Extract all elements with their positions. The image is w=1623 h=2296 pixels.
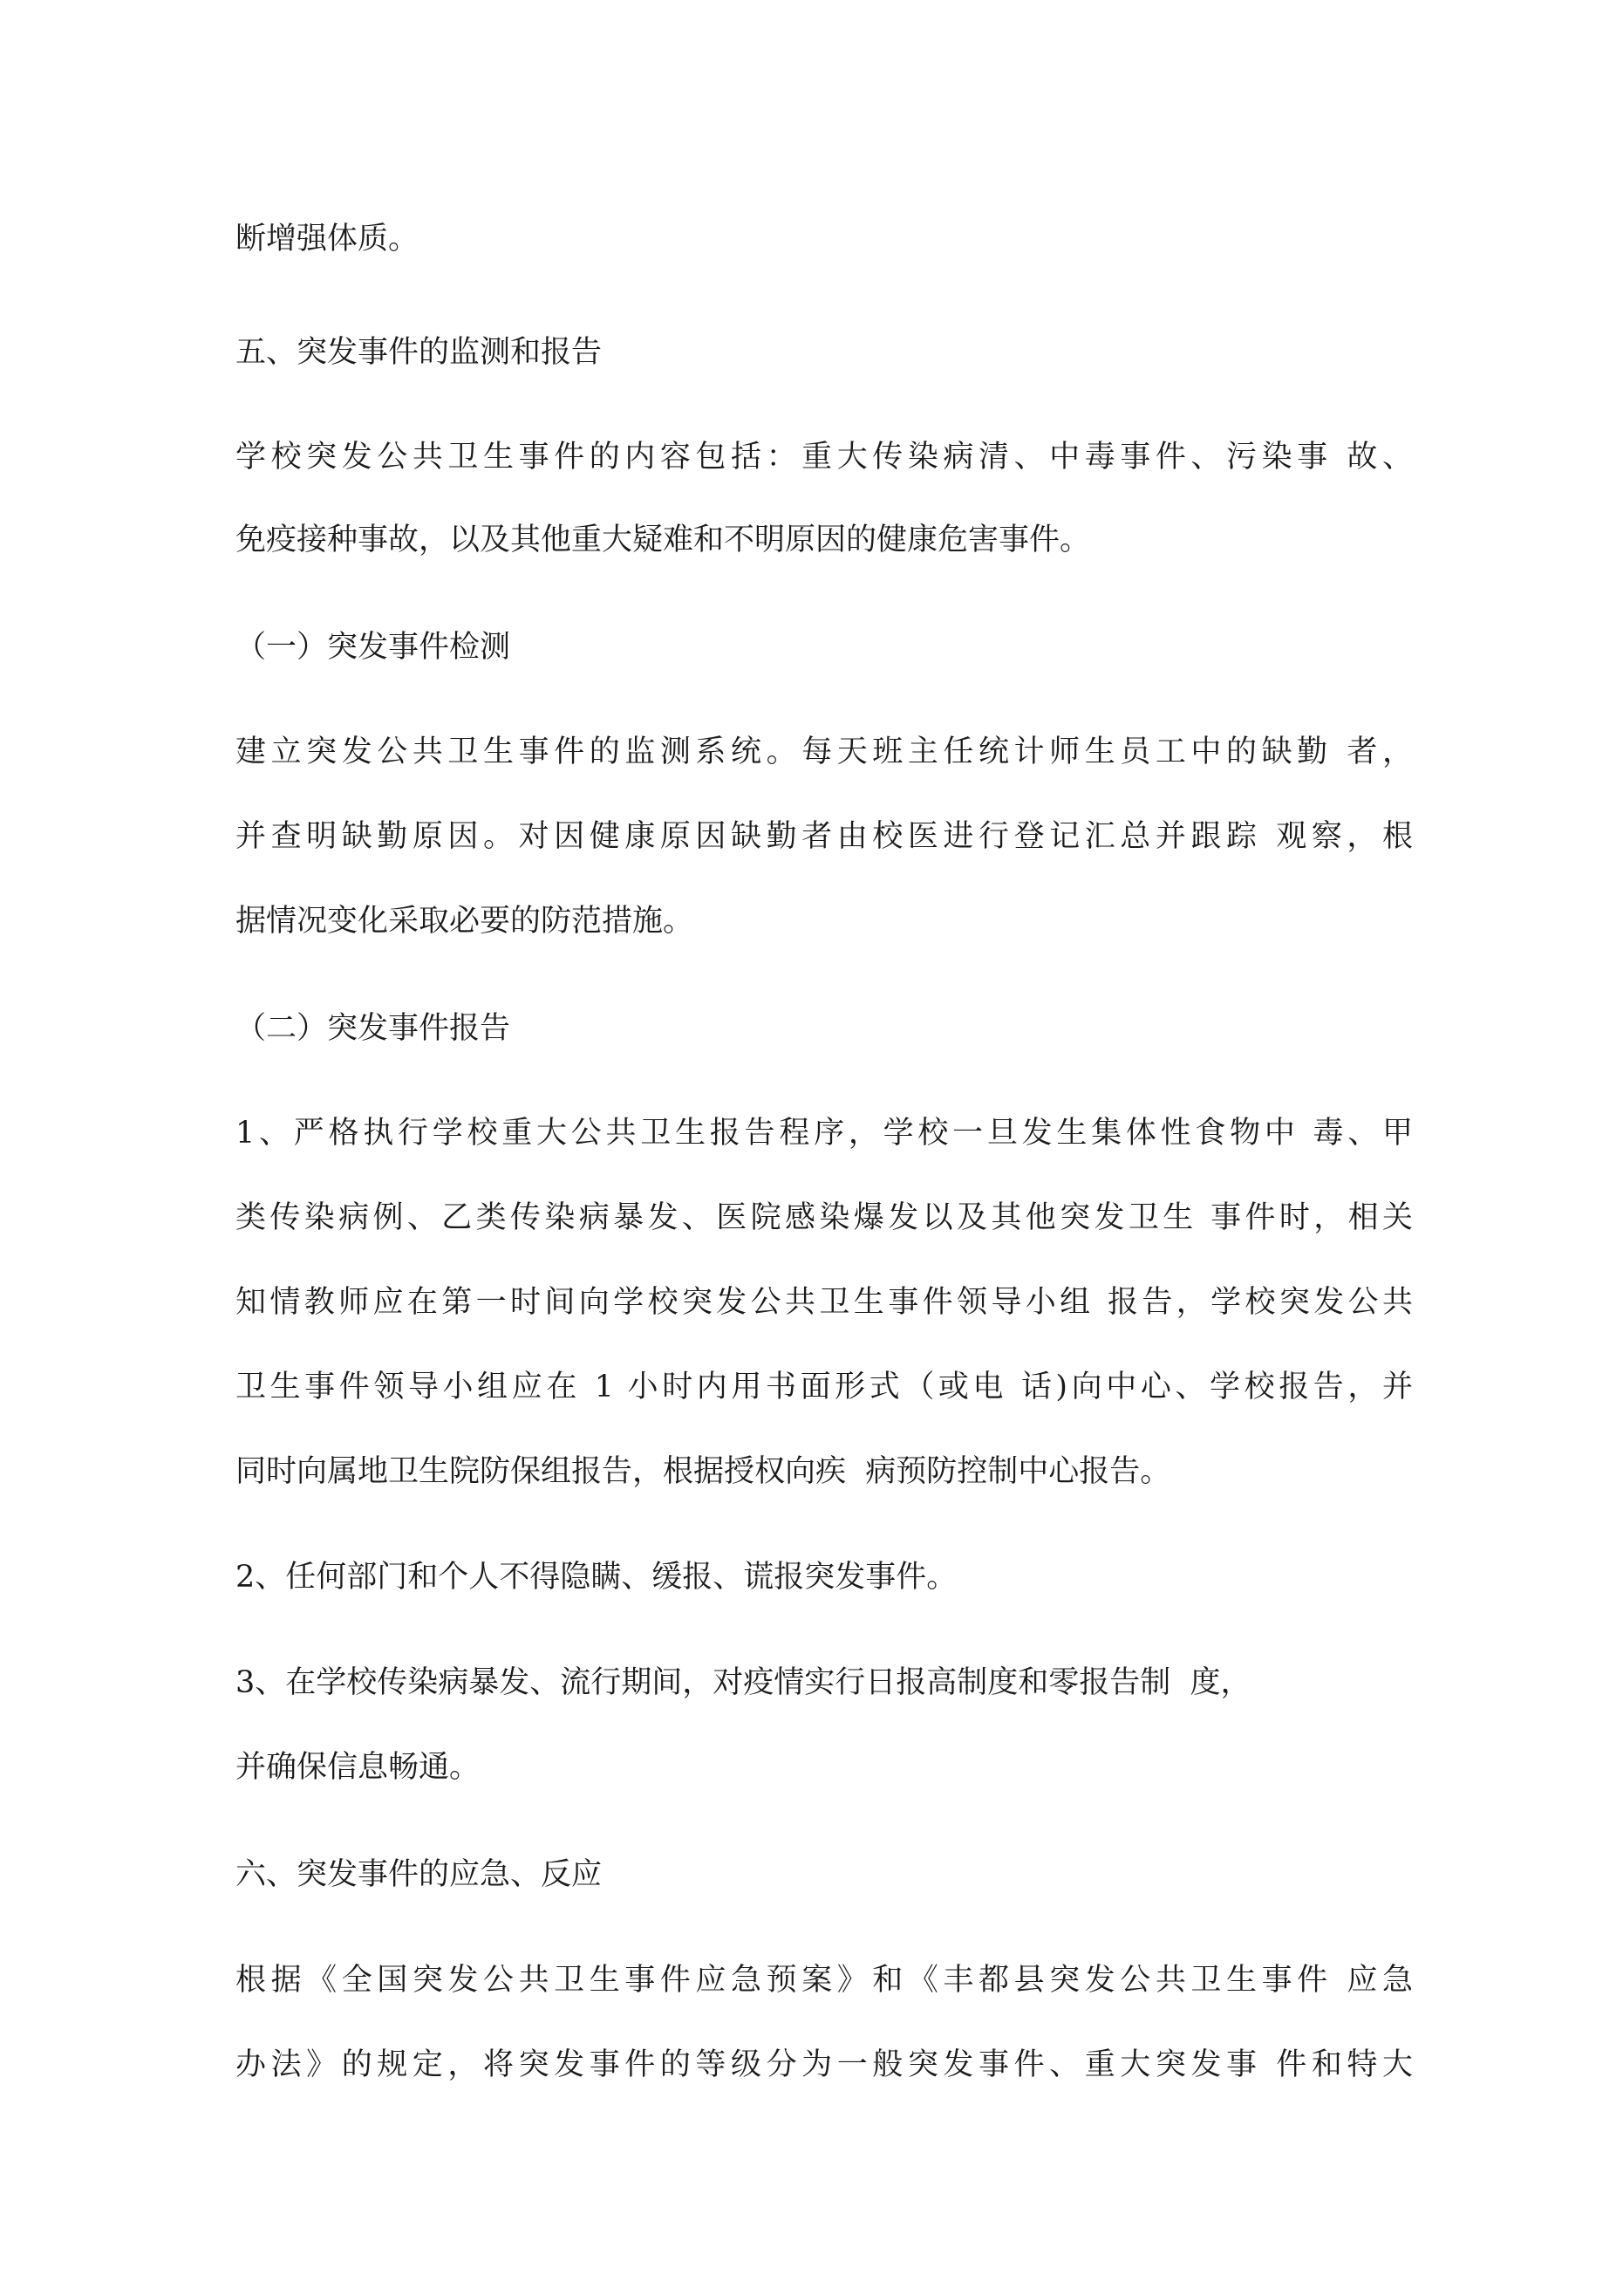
text-line: 并查明缺勤原因。对因健康原因缺勤者由校医进行登记汇总并跟踪 观察，根 [235, 819, 1413, 854]
text-line: 知情教师应在第一时间向学校突发公共卫生事件领导小组 报告，学校突发公共 [235, 1285, 1413, 1320]
subsection-heading: （一）突发事件检测 [235, 630, 511, 665]
text-line: 免疫接种事故，以及其他重大疑难和不明原因的健康危害事件。 [235, 523, 1091, 557]
text-line: 并确保信息畅通。 [235, 1750, 481, 1785]
section-heading: 五、突发事件的监测和报告 [235, 335, 603, 370]
section-heading: 六、突发事件的应急、反应 [235, 1857, 603, 1892]
text-line: 据情况变化采取必要的防范措施。 [235, 904, 694, 939]
text-line: 根据《全国突发公共卫生事件应急预案》和《丰都县突发公共卫生事件 应急 [235, 1963, 1413, 1998]
text-line: 2、任何部门和个人不得隐瞒、缓报、谎报突发事件。 [235, 1560, 958, 1595]
subsection-heading: （二）突发事件报告 [235, 1011, 511, 1046]
text-line: 卫生事件领导小组应在 1 小时内用书面形式（或电 话)向中心、学校报告，并 [235, 1370, 1413, 1404]
text-line: 3、在学校传染病暴发、流行期间，对疫情实行日报高制度和零报告制 度， [235, 1665, 1251, 1700]
text-line: 同时向属地卫生院防保组报告，根据授权向疾 病预防控制中心报告。 [235, 1454, 1171, 1489]
text-line: 1、严格执行学校重大公共卫生报告程序，学校一旦发生集体性食物中 毒、甲 [235, 1116, 1413, 1151]
text-line: 学校突发公共卫生事件的内容包括：重大传染病清、中毒事件、污染事 故、 [235, 440, 1413, 475]
text-line: 建立突发公共卫生事件的监测系统。每天班主任统计师生员工中的缺勤 者， [235, 735, 1413, 769]
text-line: 断增强体质。 [235, 222, 419, 256]
text-line: 办法》的规定，将突发事件的等级分为一般突发事件、重大突发事 件和特大 [235, 2047, 1413, 2082]
text-line: 类传染病例、乙类传染病暴发、医院感染爆发以及其他突发卫生 事件时，相关 [235, 1200, 1413, 1235]
